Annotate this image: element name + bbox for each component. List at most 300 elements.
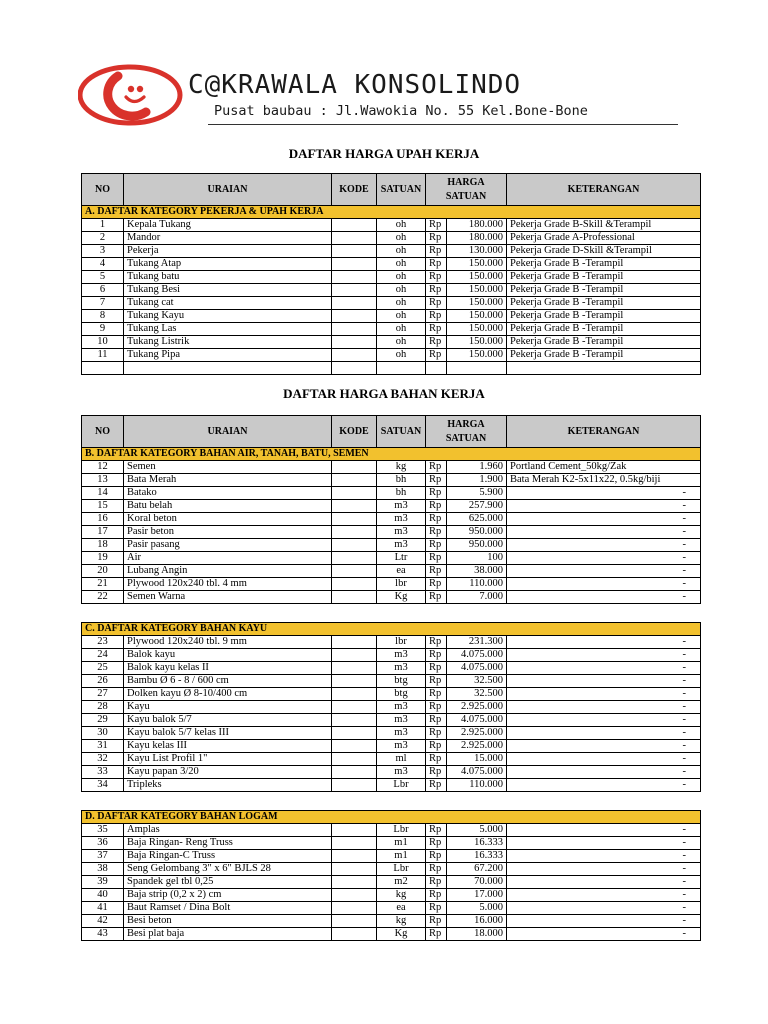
row-keterangan: - <box>507 526 701 539</box>
row-satuan: m2 <box>377 876 426 889</box>
row-harga: 1.900 <box>447 474 507 487</box>
table-row <box>82 766 701 779</box>
row-uraian: Koral beton <box>124 513 332 526</box>
table-row <box>82 850 701 863</box>
row-satuan: Lbr <box>377 824 426 837</box>
row-no: 13 <box>82 474 124 487</box>
row-kode <box>332 474 377 487</box>
table-row <box>82 876 701 889</box>
row-kode <box>332 552 377 565</box>
row-currency: Rp <box>426 245 447 258</box>
row-currency: Rp <box>426 837 447 850</box>
row-keterangan: - <box>507 824 701 837</box>
row-uraian: Pasir beton <box>124 526 332 539</box>
header-uraian: URAIAN <box>124 174 332 206</box>
row-currency: Rp <box>426 474 447 487</box>
row-satuan: oh <box>377 232 426 245</box>
row-currency: Rp <box>426 889 447 902</box>
row-uraian: Dolken kayu Ø 8-10/400 cm <box>124 688 332 701</box>
blank-cell <box>377 362 426 375</box>
row-keterangan: - <box>507 753 701 766</box>
row-uraian: Besi plat baja <box>124 928 332 941</box>
header-harga-top: HARGA <box>447 418 485 430</box>
row-currency: Rp <box>426 539 447 552</box>
row-harga: 625.000 <box>447 513 507 526</box>
row-harga: 70.000 <box>447 876 507 889</box>
header-kode: KODE <box>332 416 377 448</box>
row-uraian: Baja Ringan-C Truss <box>124 850 332 863</box>
row-keterangan: - <box>507 876 701 889</box>
row-currency: Rp <box>426 565 447 578</box>
row-uraian: Kayu <box>124 701 332 714</box>
bahan-header-row <box>82 416 701 448</box>
row-harga: 150.000 <box>447 336 507 349</box>
row-harga: 4.075.000 <box>447 766 507 779</box>
row-currency: Rp <box>426 688 447 701</box>
row-kode <box>332 578 377 591</box>
blank-cell <box>124 362 332 375</box>
row-uraian: Air <box>124 552 332 565</box>
row-satuan: oh <box>377 271 426 284</box>
row-satuan: Lbr <box>377 779 426 792</box>
row-satuan: m3 <box>377 526 426 539</box>
row-kode <box>332 662 377 675</box>
row-currency: Rp <box>426 779 447 792</box>
row-currency: Rp <box>426 766 447 779</box>
row-kode <box>332 591 377 604</box>
row-keterangan: - <box>507 487 701 500</box>
row-keterangan: - <box>507 863 701 876</box>
row-no: 39 <box>82 876 124 889</box>
row-no: 35 <box>82 824 124 837</box>
table-row <box>82 649 701 662</box>
row-no: 10 <box>82 336 124 349</box>
header-no: NO <box>82 416 124 448</box>
row-no: 6 <box>82 284 124 297</box>
row-harga: 150.000 <box>447 323 507 336</box>
header-harga-bottom: SATUAN <box>445 190 487 202</box>
row-keterangan: - <box>507 915 701 928</box>
row-harga: 257.900 <box>447 500 507 513</box>
category-label: B. DAFTAR KATEGORY BAHAN AIR, TANAH, BATU, SEMEN <box>82 448 701 461</box>
row-keterangan: Bata Merah K2-5x11x22, 0.5kg/biji <box>507 474 701 487</box>
row-kode <box>332 219 377 232</box>
header-harga-satuan <box>426 416 507 448</box>
row-no: 29 <box>82 714 124 727</box>
row-kode <box>332 513 377 526</box>
row-no: 40 <box>82 889 124 902</box>
category-label: A. DAFTAR KATEGORY PEKERJA & UPAH KERJA <box>82 206 701 219</box>
row-no: 16 <box>82 513 124 526</box>
row-uraian: Kayu List Profil 1" <box>124 753 332 766</box>
row-kode <box>332 258 377 271</box>
row-currency: Rp <box>426 552 447 565</box>
section-spacer <box>82 604 701 623</box>
row-satuan: Ltr <box>377 552 426 565</box>
row-satuan: m3 <box>377 513 426 526</box>
row-kode <box>332 850 377 863</box>
table-row <box>82 727 701 740</box>
row-currency: Rp <box>426 323 447 336</box>
row-kode <box>332 779 377 792</box>
row-satuan: m3 <box>377 701 426 714</box>
row-keterangan: Pekerja Grade B -Terampil <box>507 336 701 349</box>
row-keterangan: - <box>507 701 701 714</box>
row-harga: 110.000 <box>447 779 507 792</box>
row-kode <box>332 889 377 902</box>
row-satuan: Kg <box>377 928 426 941</box>
blank-cell <box>332 362 377 375</box>
header-harga-satuan <box>426 174 507 206</box>
row-kode <box>332 297 377 310</box>
row-uraian: Kepala Tukang <box>124 219 332 232</box>
row-harga: 950.000 <box>447 539 507 552</box>
row-uraian: Balok kayu <box>124 649 332 662</box>
blank-cell <box>82 362 124 375</box>
row-uraian: Amplas <box>124 824 332 837</box>
row-keterangan: Pekerja Grade B -Terampil <box>507 271 701 284</box>
row-keterangan: - <box>507 649 701 662</box>
row-no: 7 <box>82 297 124 310</box>
row-uraian: Plywood 120x240 tbl. 4 mm <box>124 578 332 591</box>
row-kode <box>332 675 377 688</box>
row-satuan: oh <box>377 323 426 336</box>
row-no: 25 <box>82 662 124 675</box>
table-row <box>82 662 701 675</box>
row-kode <box>332 284 377 297</box>
row-no: 5 <box>82 271 124 284</box>
row-harga: 5.900 <box>447 487 507 500</box>
company-address: Pusat baubau : Jl.Wawokia No. 55 Kel.Bone-Bone <box>214 103 588 119</box>
spacer-cell <box>82 604 701 623</box>
row-harga: 7.000 <box>447 591 507 604</box>
row-satuan: m3 <box>377 740 426 753</box>
row-keterangan: - <box>507 552 701 565</box>
row-currency: Rp <box>426 824 447 837</box>
row-keterangan: - <box>507 837 701 850</box>
header-harga-bottom: SATUAN <box>445 432 487 444</box>
row-currency: Rp <box>426 258 447 271</box>
row-harga: 150.000 <box>447 271 507 284</box>
row-harga: 180.000 <box>447 219 507 232</box>
row-currency: Rp <box>426 701 447 714</box>
upah-table <box>81 173 701 375</box>
row-currency: Rp <box>426 928 447 941</box>
row-harga: 100 <box>447 552 507 565</box>
row-harga: 2.925.000 <box>447 727 507 740</box>
company-logo-icon <box>78 64 190 126</box>
row-no: 15 <box>82 500 124 513</box>
row-currency: Rp <box>426 591 447 604</box>
row-harga: 150.000 <box>447 310 507 323</box>
row-keterangan: - <box>507 513 701 526</box>
row-keterangan: - <box>507 889 701 902</box>
table-row <box>82 271 701 284</box>
table-row <box>82 310 701 323</box>
header-harga-top: HARGA <box>447 176 485 188</box>
row-harga: 231.300 <box>447 636 507 649</box>
row-keterangan: - <box>507 727 701 740</box>
table-row <box>82 591 701 604</box>
table-row <box>82 258 701 271</box>
row-kode <box>332 824 377 837</box>
table-row <box>82 245 701 258</box>
table-row <box>82 889 701 902</box>
row-satuan: oh <box>377 336 426 349</box>
row-uraian: Tukang Atap <box>124 258 332 271</box>
row-currency: Rp <box>426 863 447 876</box>
row-uraian: Tukang batu <box>124 271 332 284</box>
blank-row <box>82 362 701 375</box>
row-currency: Rp <box>426 310 447 323</box>
row-no: 12 <box>82 461 124 474</box>
row-harga: 4.075.000 <box>447 649 507 662</box>
table-row <box>82 552 701 565</box>
row-satuan: bh <box>377 487 426 500</box>
row-satuan: m3 <box>377 649 426 662</box>
row-kode <box>332 688 377 701</box>
row-keterangan: - <box>507 675 701 688</box>
row-harga: 150.000 <box>447 349 507 362</box>
row-uraian: Tukang Besi <box>124 284 332 297</box>
table-row <box>82 675 701 688</box>
row-no: 19 <box>82 552 124 565</box>
row-kode <box>332 928 377 941</box>
row-uraian: Spandek gel tbl 0,25 <box>124 876 332 889</box>
row-harga: 180.000 <box>447 232 507 245</box>
row-currency: Rp <box>426 461 447 474</box>
row-kode <box>332 649 377 662</box>
row-uraian: Mandor <box>124 232 332 245</box>
table-row <box>82 474 701 487</box>
row-keterangan: - <box>507 902 701 915</box>
row-harga: 1.960 <box>447 461 507 474</box>
blank-cell <box>426 362 447 375</box>
row-uraian: Seng Gelombang 3" x 6" BJLS 28 <box>124 863 332 876</box>
row-keterangan: - <box>507 740 701 753</box>
row-harga: 15.000 <box>447 753 507 766</box>
row-no: 2 <box>82 232 124 245</box>
row-keterangan: - <box>507 539 701 552</box>
row-kode <box>332 487 377 500</box>
row-no: 21 <box>82 578 124 591</box>
row-currency: Rp <box>426 876 447 889</box>
table-row <box>82 323 701 336</box>
table-row <box>82 928 701 941</box>
row-satuan: oh <box>377 258 426 271</box>
row-no: 43 <box>82 928 124 941</box>
row-currency: Rp <box>426 349 447 362</box>
row-kode <box>332 876 377 889</box>
row-currency: Rp <box>426 487 447 500</box>
row-satuan: lbr <box>377 578 426 591</box>
table-row <box>82 837 701 850</box>
row-harga: 110.000 <box>447 578 507 591</box>
row-uraian: Kayu balok 5/7 kelas III <box>124 727 332 740</box>
row-no: 4 <box>82 258 124 271</box>
header-keterangan: KETERANGAN <box>507 174 701 206</box>
row-no: 9 <box>82 323 124 336</box>
row-uraian: Kayu balok 5/7 <box>124 714 332 727</box>
row-no: 37 <box>82 850 124 863</box>
row-harga: 950.000 <box>447 526 507 539</box>
row-no: 41 <box>82 902 124 915</box>
row-harga: 4.075.000 <box>447 662 507 675</box>
row-uraian: Baja strip (0,2 x 2) cm <box>124 889 332 902</box>
row-uraian: Semen Warna <box>124 591 332 604</box>
row-satuan: oh <box>377 297 426 310</box>
row-keterangan: - <box>507 766 701 779</box>
category-row <box>82 206 701 219</box>
row-uraian: Bambu Ø 6 - 8 / 600 cm <box>124 675 332 688</box>
row-no: 32 <box>82 753 124 766</box>
header-divider <box>208 124 678 125</box>
table-row <box>82 779 701 792</box>
row-no: 23 <box>82 636 124 649</box>
row-kode <box>332 714 377 727</box>
row-satuan: bh <box>377 474 426 487</box>
row-kode <box>332 740 377 753</box>
row-no: 33 <box>82 766 124 779</box>
header-keterangan: KETERANGAN <box>507 416 701 448</box>
row-currency: Rp <box>426 915 447 928</box>
row-no: 31 <box>82 740 124 753</box>
table-row <box>82 902 701 915</box>
table-row <box>82 915 701 928</box>
row-kode <box>332 701 377 714</box>
row-kode <box>332 837 377 850</box>
row-kode <box>332 232 377 245</box>
bahan-table <box>81 415 701 941</box>
row-uraian: Besi beton <box>124 915 332 928</box>
row-satuan: m1 <box>377 850 426 863</box>
table-row <box>82 539 701 552</box>
row-no: 22 <box>82 591 124 604</box>
row-currency: Rp <box>426 271 447 284</box>
row-satuan: btg <box>377 688 426 701</box>
row-satuan: m3 <box>377 727 426 740</box>
row-satuan: oh <box>377 349 426 362</box>
row-harga: 150.000 <box>447 284 507 297</box>
blank-cell <box>447 362 507 375</box>
table-row <box>82 636 701 649</box>
row-no: 20 <box>82 565 124 578</box>
row-kode <box>332 766 377 779</box>
table-row <box>82 863 701 876</box>
table-row <box>82 701 701 714</box>
row-keterangan: - <box>507 500 701 513</box>
row-kode <box>332 863 377 876</box>
row-currency: Rp <box>426 284 447 297</box>
row-harga: 150.000 <box>447 297 507 310</box>
header-no: NO <box>82 174 124 206</box>
row-no: 8 <box>82 310 124 323</box>
row-harga: 16.333 <box>447 837 507 850</box>
row-no: 3 <box>82 245 124 258</box>
row-uraian: Lubang Angin <box>124 565 332 578</box>
row-uraian: Batako <box>124 487 332 500</box>
row-no: 30 <box>82 727 124 740</box>
row-uraian: Pasir pasang <box>124 539 332 552</box>
row-no: 26 <box>82 675 124 688</box>
row-keterangan: Pekerja Grade A-Professional <box>507 232 701 245</box>
row-satuan: oh <box>377 310 426 323</box>
table-row <box>82 336 701 349</box>
row-harga: 2.925.000 <box>447 701 507 714</box>
row-satuan: ea <box>377 565 426 578</box>
table-row <box>82 753 701 766</box>
category-label: D. DAFTAR KATEGORY BAHAN LOGAM <box>82 811 701 824</box>
row-kode <box>332 245 377 258</box>
row-uraian: Tripleks <box>124 779 332 792</box>
row-uraian: Semen <box>124 461 332 474</box>
row-keterangan: - <box>507 779 701 792</box>
row-currency: Rp <box>426 636 447 649</box>
row-keterangan: Pekerja Grade D-Skill &Terampil <box>507 245 701 258</box>
row-currency: Rp <box>426 232 447 245</box>
row-harga: 38.000 <box>447 565 507 578</box>
row-kode <box>332 902 377 915</box>
row-keterangan: - <box>507 850 701 863</box>
row-currency: Rp <box>426 297 447 310</box>
table-row <box>82 232 701 245</box>
row-uraian: Tukang Las <box>124 323 332 336</box>
row-satuan: Kg <box>377 591 426 604</box>
row-satuan: m3 <box>377 662 426 675</box>
row-currency: Rp <box>426 902 447 915</box>
row-kode <box>332 915 377 928</box>
row-kode <box>332 636 377 649</box>
table-row <box>82 487 701 500</box>
row-satuan: kg <box>377 889 426 902</box>
bahan-title: DAFTAR HARGA BAHAN KERJA <box>283 386 485 401</box>
company-name: C@KRAWALA KONSOLINDO <box>188 70 522 100</box>
company-header <box>78 62 702 130</box>
header-uraian: URAIAN <box>124 416 332 448</box>
row-currency: Rp <box>426 714 447 727</box>
row-keterangan: - <box>507 928 701 941</box>
row-kode <box>332 349 377 362</box>
row-kode <box>332 526 377 539</box>
row-satuan: m3 <box>377 539 426 552</box>
row-keterangan: Pekerja Grade B -Terampil <box>507 258 701 271</box>
table-row <box>82 565 701 578</box>
row-no: 42 <box>82 915 124 928</box>
row-harga: 5.000 <box>447 902 507 915</box>
table-row <box>82 714 701 727</box>
row-currency: Rp <box>426 850 447 863</box>
row-no: 14 <box>82 487 124 500</box>
row-keterangan: - <box>507 636 701 649</box>
row-harga: 16.000 <box>447 915 507 928</box>
row-no: 17 <box>82 526 124 539</box>
row-satuan: ea <box>377 902 426 915</box>
row-keterangan: Portland Cement_50kg/Zak <box>507 461 701 474</box>
table-row <box>82 824 701 837</box>
row-uraian: Bata Merah <box>124 474 332 487</box>
row-harga: 18.000 <box>447 928 507 941</box>
row-uraian: Balok kayu kelas II <box>124 662 332 675</box>
row-satuan: kg <box>377 461 426 474</box>
row-no: 28 <box>82 701 124 714</box>
row-harga: 2.925.000 <box>447 740 507 753</box>
upah-header-row <box>82 174 701 206</box>
row-kode <box>332 271 377 284</box>
row-satuan: ml <box>377 753 426 766</box>
row-uraian: Tukang Pipa <box>124 349 332 362</box>
row-satuan: oh <box>377 245 426 258</box>
row-satuan: lbr <box>377 636 426 649</box>
